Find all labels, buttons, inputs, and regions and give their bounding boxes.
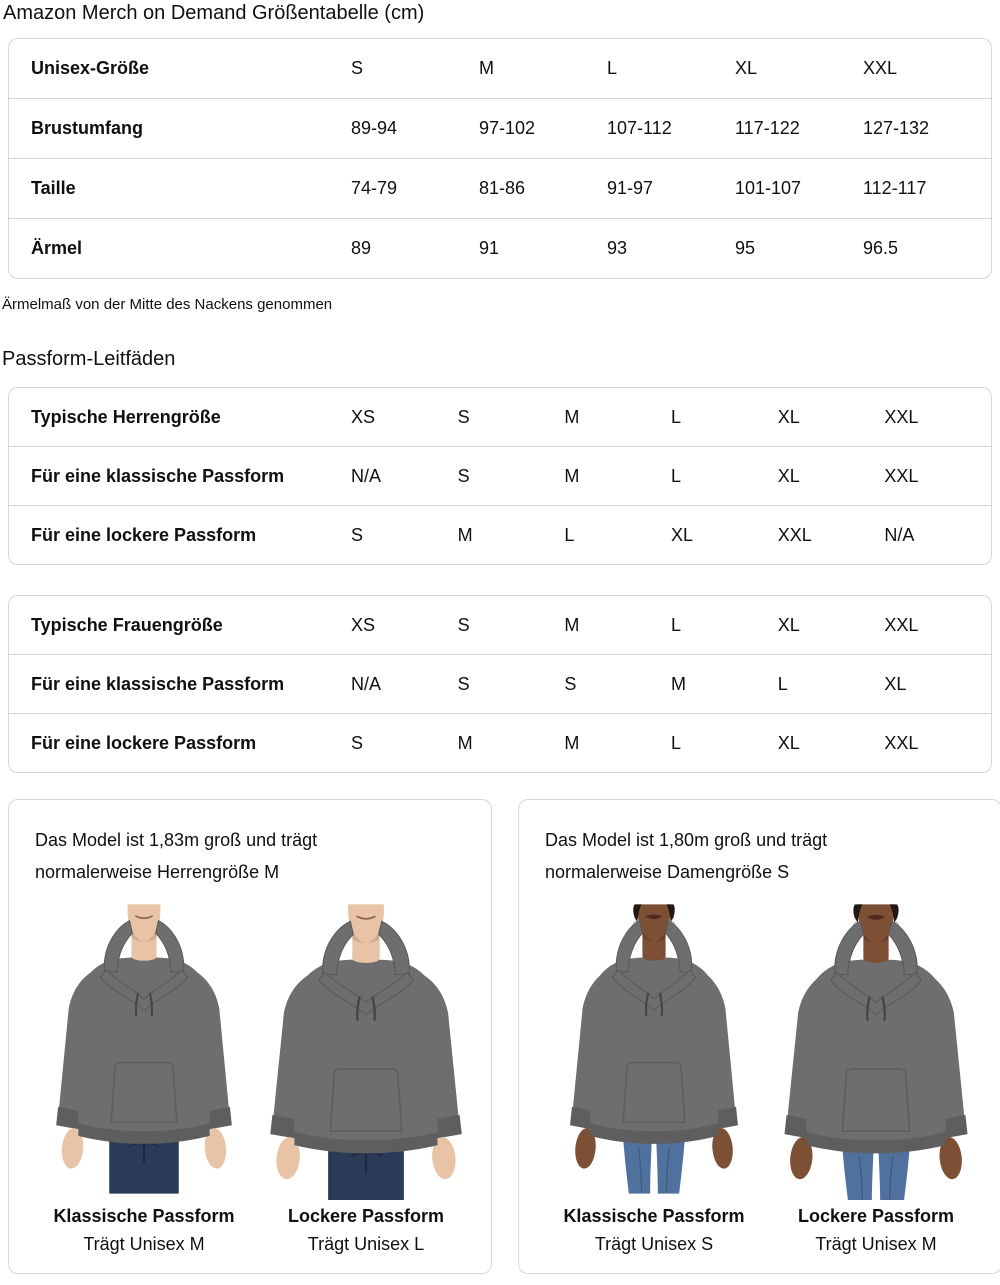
row-label: Typische Frauengröße <box>31 614 223 635</box>
row-label: Brustumfang <box>31 118 143 138</box>
table-row <box>9 98 991 158</box>
page-title: Amazon Merch on Demand Größentabelle (cm) <box>3 2 425 24</box>
size-cell: 127-132 <box>863 118 930 138</box>
size-cell: XL <box>777 465 800 486</box>
women-fit-table <box>8 595 992 773</box>
size-cell: 89 <box>351 238 372 258</box>
model-photo-male-loose <box>255 898 477 1200</box>
figure-classic-fit <box>33 898 255 1255</box>
row-label: Ärmel <box>31 238 83 258</box>
fit-size-label: Trägt Unisex M <box>83 1234 205 1255</box>
size-cell: XL <box>735 58 758 78</box>
size-cell: XXL <box>863 58 898 78</box>
unisex-size-table <box>8 38 992 279</box>
size-cell: L <box>671 732 682 753</box>
size-cell: XXL <box>777 524 812 545</box>
size-cell: 89-94 <box>351 118 398 138</box>
size-cell: XS <box>351 406 376 427</box>
size-cell: XL <box>884 673 907 694</box>
size-cell: 101-107 <box>735 178 802 198</box>
size-cell: S <box>351 524 364 545</box>
table-row <box>9 505 991 564</box>
size-cell: 93 <box>607 238 628 258</box>
size-cell: L <box>607 58 618 78</box>
figure-classic-fit <box>543 898 765 1255</box>
men-fit-table <box>8 387 992 565</box>
table-row <box>9 158 991 218</box>
size-cell: XS <box>351 614 376 635</box>
size-cell: 95 <box>735 238 756 258</box>
row-label: Taille <box>31 178 76 198</box>
size-cell: M <box>564 465 580 486</box>
fit-name: Lockere Passform <box>797 1206 955 1227</box>
size-cell: 107-112 <box>607 118 672 138</box>
table-row <box>9 713 991 772</box>
size-cell: XXL <box>884 465 919 486</box>
size-cell: M <box>564 732 580 753</box>
size-cell: S <box>457 673 470 694</box>
table-row <box>9 654 991 713</box>
size-cell: XXL <box>884 406 919 427</box>
size-cell: 74-79 <box>351 178 398 198</box>
row-label: Für eine lockere Passform <box>31 732 257 753</box>
row-label: Für eine klassische Passform <box>31 673 285 694</box>
size-cell: N/A <box>351 465 382 486</box>
model-card-women <box>518 799 1000 1274</box>
size-cell: 91-97 <box>607 178 654 198</box>
size-cell: S <box>457 465 470 486</box>
size-cell: 91 <box>479 238 500 258</box>
size-cell: XXL <box>884 732 919 753</box>
row-label: Typische Herrengröße <box>31 406 221 427</box>
fit-size-label: Trägt Unisex M <box>815 1234 937 1255</box>
figure-loose-fit <box>255 898 477 1255</box>
figure-loose-fit <box>765 898 987 1255</box>
model-photo-female-classic <box>543 898 765 1200</box>
model-card-men <box>8 799 492 1274</box>
size-cell: L <box>564 524 575 545</box>
size-cell: M <box>457 524 473 545</box>
fit-name: Lockere Passform <box>287 1206 445 1227</box>
fit-size-label: Trägt Unisex L <box>307 1234 425 1255</box>
size-cell: XL <box>671 524 694 545</box>
fit-guides-heading: Passform-Leitfäden <box>2 348 176 370</box>
size-cell: M <box>479 58 494 78</box>
fit-name: Klassische Passform <box>563 1206 745 1227</box>
size-cell: XL <box>777 406 800 427</box>
model-cards <box>8 799 992 1274</box>
size-cell: S <box>351 58 364 78</box>
fit-name: Klassische Passform <box>53 1206 235 1227</box>
row-label: Für eine lockere Passform <box>31 524 257 545</box>
table-row <box>9 446 991 505</box>
table-row <box>9 218 991 278</box>
row-label: Unisex-Größe <box>31 58 150 78</box>
size-cell: S <box>564 673 577 694</box>
size-cell: 117-122 <box>735 118 800 138</box>
size-cell: 96.5 <box>863 238 899 258</box>
size-cell: M <box>564 614 580 635</box>
model-description: Das Model ist 1,80m groß und trägt normalerweise Damengröße S <box>545 830 828 883</box>
model-photo-male-classic <box>33 898 255 1200</box>
table-row <box>9 596 991 654</box>
sleeve-measure-note: Ärmelmaß von der Mitte des Nackens genommen <box>2 296 333 313</box>
table-row <box>9 388 991 446</box>
size-cell: XXL <box>884 614 919 635</box>
size-cell: M <box>457 732 473 753</box>
size-cell: L <box>671 406 682 427</box>
size-cell: N/A <box>351 673 382 694</box>
model-photo-female-loose <box>765 898 987 1200</box>
size-cell: S <box>457 406 470 427</box>
model-description: Das Model ist 1,83m groß und trägt normalerweise Herrengröße M <box>35 830 318 883</box>
size-cell: 97-102 <box>479 118 536 138</box>
size-cell: XL <box>777 614 800 635</box>
size-cell: M <box>671 673 687 694</box>
size-cell: M <box>564 406 580 427</box>
size-cell: S <box>351 732 364 753</box>
size-cell: XL <box>777 732 800 753</box>
size-cell: 81-86 <box>479 178 526 198</box>
table-row <box>9 39 991 98</box>
row-label: Für eine klassische Passform <box>31 465 285 486</box>
size-cell: L <box>671 465 682 486</box>
size-cell: L <box>777 673 788 694</box>
fit-size-label: Trägt Unisex S <box>594 1234 714 1255</box>
size-cell: S <box>457 614 470 635</box>
size-cell: 112-117 <box>863 178 927 198</box>
size-cell: L <box>671 614 682 635</box>
size-cell: N/A <box>884 524 915 545</box>
